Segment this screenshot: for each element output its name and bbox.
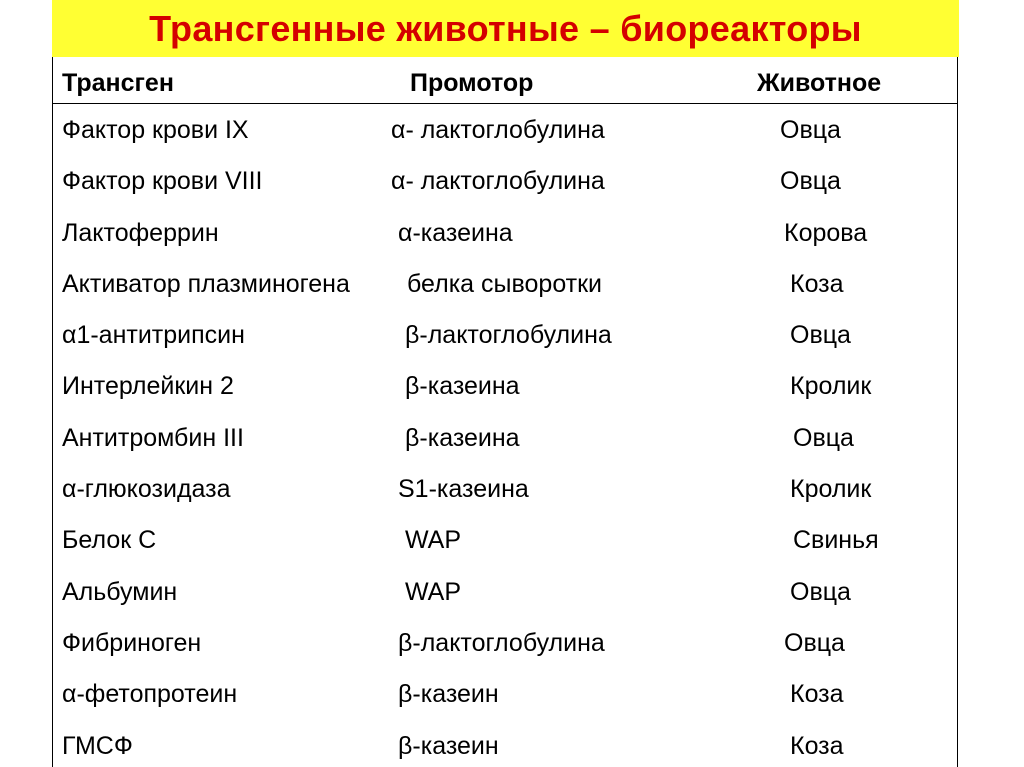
cell-animal: Овца: [784, 628, 845, 657]
table-row: [53, 269, 957, 320]
cell-animal: Коза: [790, 731, 844, 760]
cell-transgene: α-фетопротеин: [62, 680, 238, 709]
title-bar: [52, 0, 959, 57]
table-row: [53, 166, 957, 217]
table-row: [53, 423, 957, 474]
slide-title: Трансгенные животные – биореакторы: [149, 7, 862, 49]
cell-transgene: ГМСФ: [62, 731, 133, 760]
cell-animal: Корова: [784, 218, 868, 247]
cell-transgene: Интерлейкин 2: [62, 372, 234, 401]
cell-promoter: β-лактоглобулина: [398, 628, 605, 657]
cell-promoter: β-казеина: [405, 372, 520, 401]
table-body: [53, 115, 957, 767]
table-row: [53, 525, 957, 576]
table-row: [53, 628, 957, 679]
table-row: [53, 577, 957, 628]
cell-animal: Кролик: [790, 475, 872, 504]
cell-promoter: β-казеина: [405, 423, 520, 452]
header-animal: Животное: [757, 69, 882, 97]
data-table: [52, 57, 958, 767]
cell-promoter: β-лактоглобулина: [405, 321, 612, 350]
cell-transgene: Активатор плазминогена: [62, 269, 350, 298]
table-row: [53, 115, 957, 166]
cell-animal: Коза: [790, 269, 844, 298]
cell-transgene: Фактор крови IX: [62, 116, 249, 144]
cell-promoter: β-казеин: [398, 731, 499, 760]
cell-animal: Коза: [790, 680, 844, 709]
header-promoter: Промотор: [410, 69, 534, 97]
cell-animal: Овца: [780, 167, 841, 196]
cell-transgene: Лактоферрин: [62, 218, 219, 247]
table-row: [53, 218, 957, 269]
table-header: [53, 57, 957, 104]
cell-animal: Овца: [790, 577, 851, 606]
table-row: [53, 731, 957, 767]
cell-promoter: белка сыворотки: [407, 269, 603, 298]
cell-transgene: α-глюкозидаза: [62, 475, 231, 504]
cell-transgene: Антитромбин III: [62, 423, 244, 452]
cell-promoter: WAP: [405, 577, 462, 606]
table-row: [53, 371, 957, 422]
cell-promoter: WAP: [405, 526, 462, 555]
cell-animal: Овца: [780, 116, 841, 144]
cell-promoter: α-казеина: [398, 218, 513, 247]
cell-promoter: β-казеин: [398, 680, 499, 709]
table-row: [53, 320, 957, 371]
cell-animal: Свинья: [793, 526, 879, 555]
cell-promoter: α- лактоглобулина: [391, 167, 605, 196]
cell-promoter: S1-казеина: [398, 475, 529, 504]
cell-transgene: Фактор крови VIII: [62, 167, 263, 196]
cell-animal: Овца: [790, 321, 851, 350]
table-row: [53, 679, 957, 730]
table-row: [53, 474, 957, 525]
header-transgene: Трансген: [62, 69, 174, 97]
cell-animal: Овца: [793, 423, 854, 452]
cell-transgene: Фибриноген: [62, 628, 202, 657]
cell-transgene: α1-антитрипсин: [62, 321, 245, 350]
cell-transgene: Альбумин: [62, 577, 178, 606]
cell-promoter: α- лактоглобулина: [391, 116, 605, 144]
cell-transgene: Белок С: [62, 526, 157, 555]
cell-animal: Кролик: [790, 372, 872, 401]
